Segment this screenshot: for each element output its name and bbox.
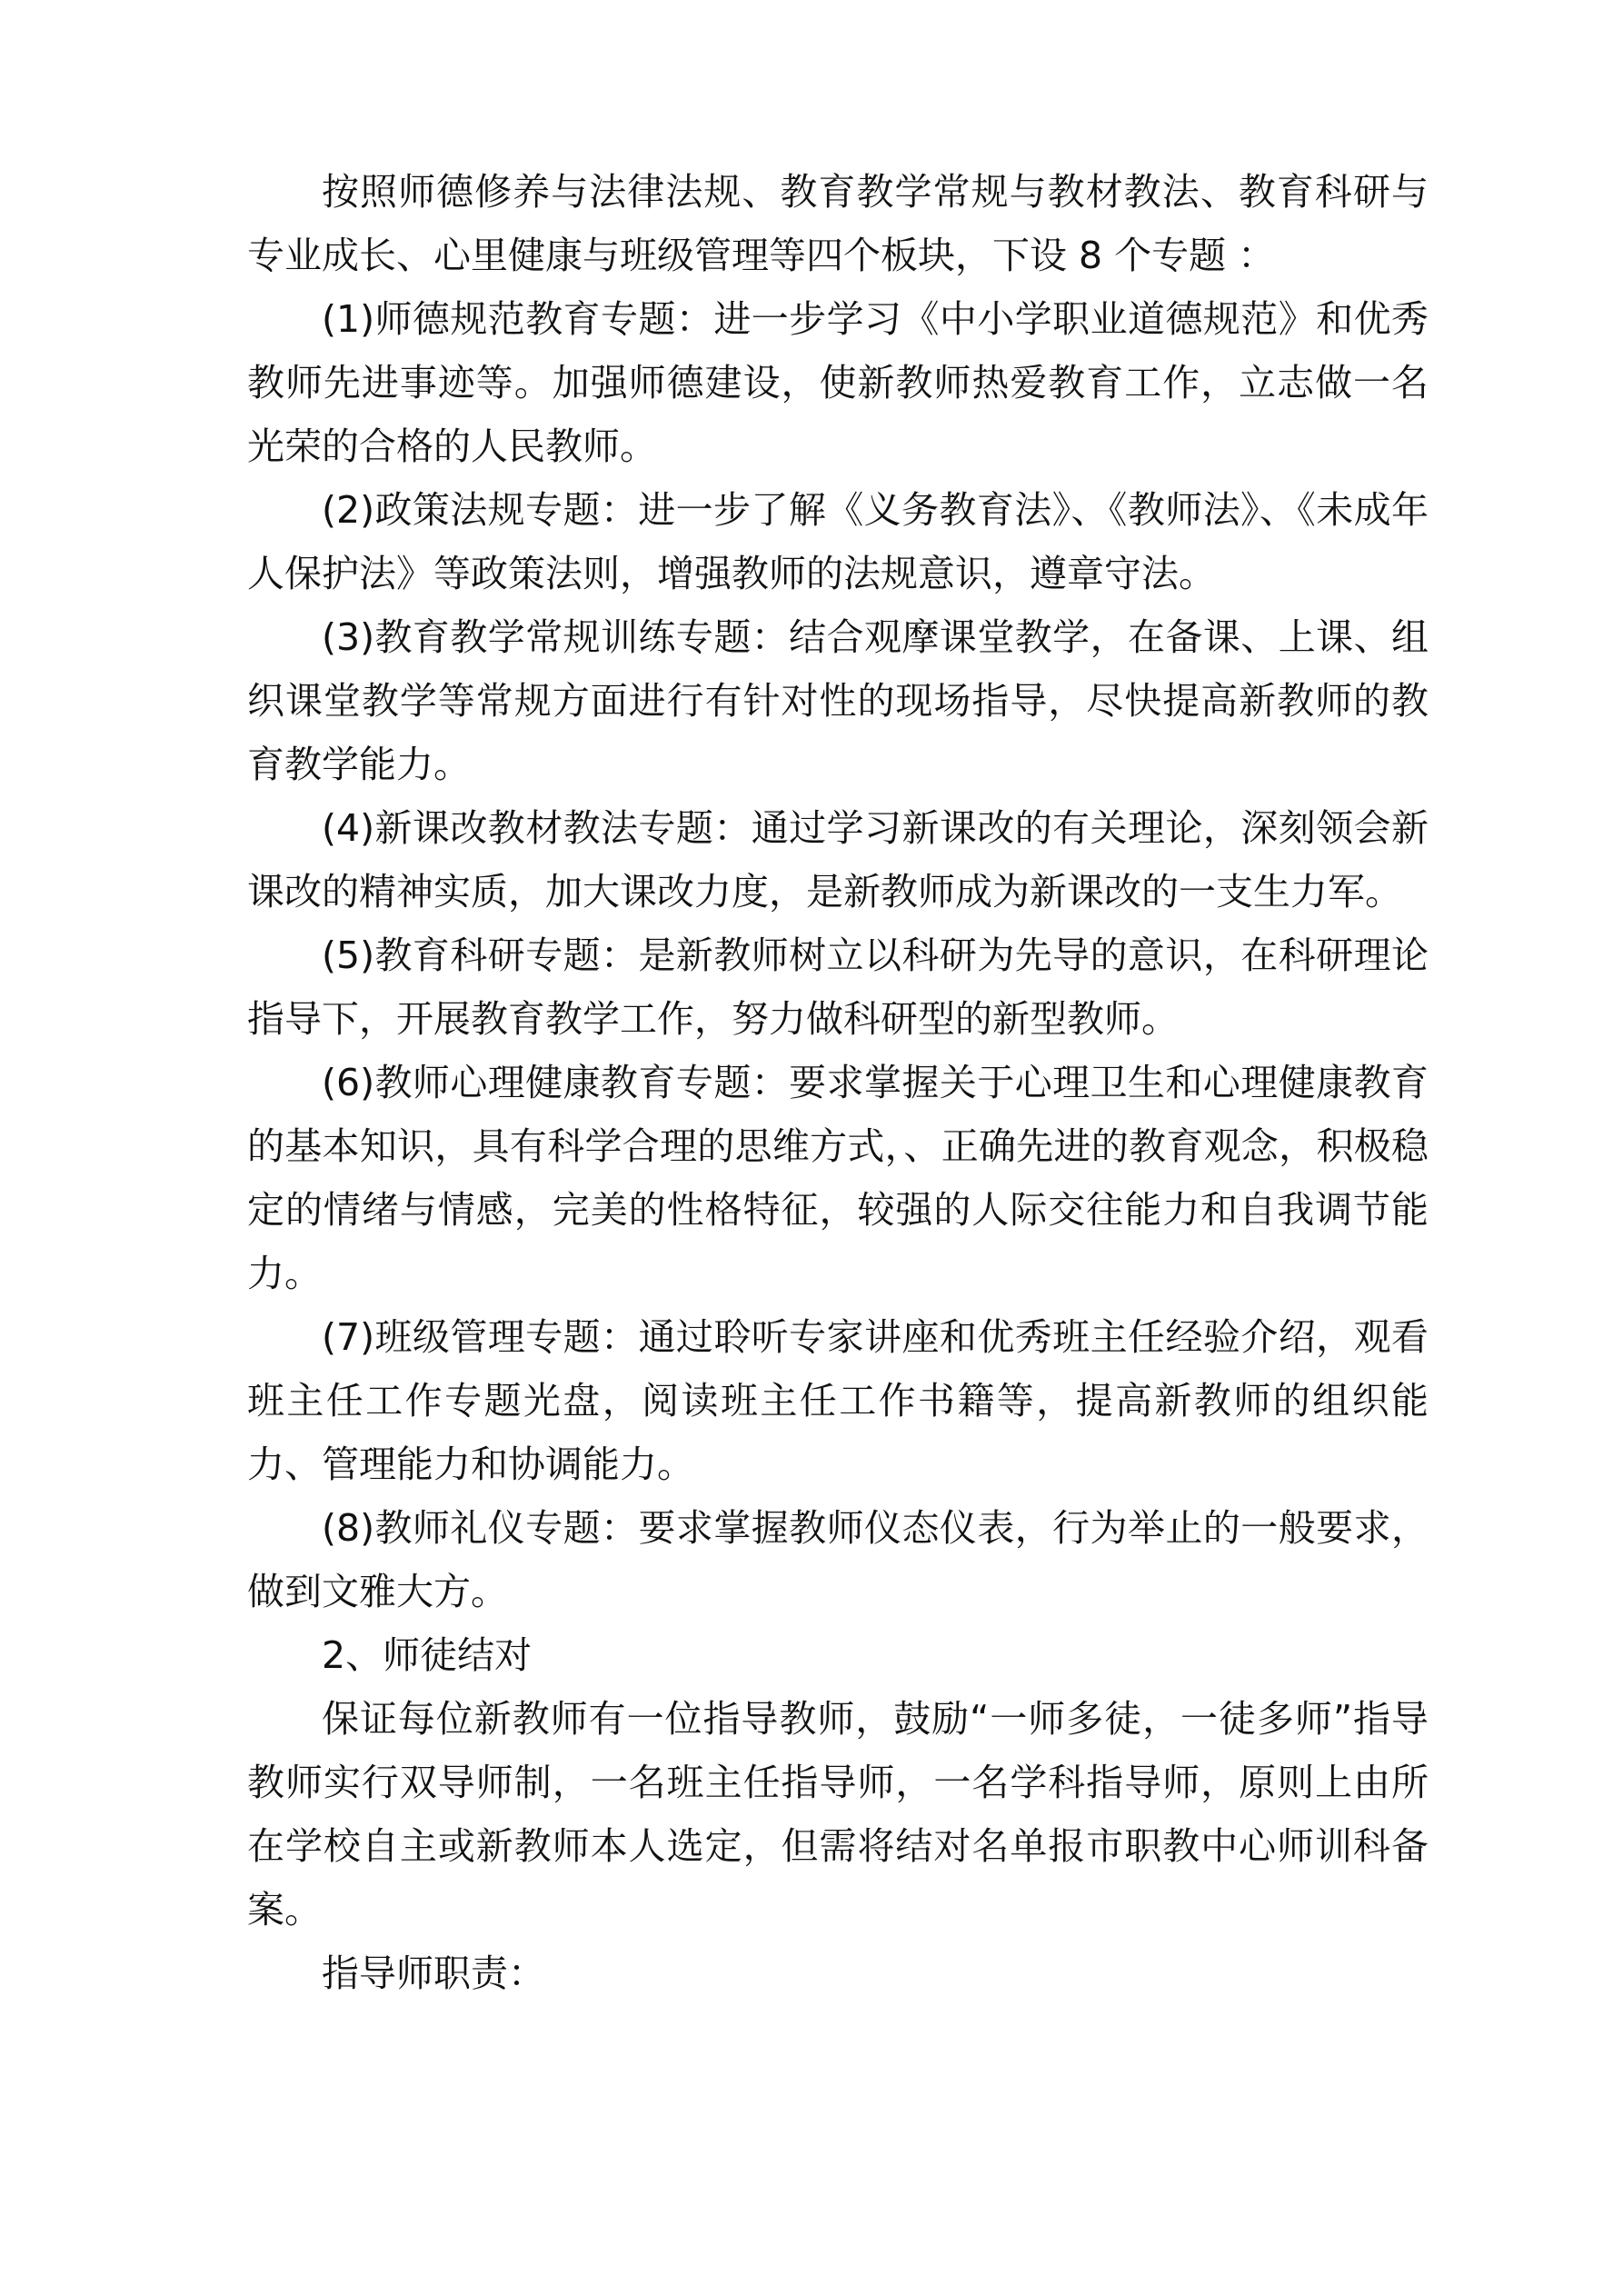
topic-3-teaching-routine: (3)教育教学常规训练专题：结合观摩课堂教学，在备课、上课、组织课堂教学等常规方面进行有针对性的现场指导，尽快提高新教师的教育教学能力。 — [247, 615, 1429, 786]
topic-2-policy: (2)政策法规专题：进一步了解《义务教育法》、《教师法》、《未成年人保护法》等政策法则，增强教师的法规意识，遵章守法。 — [247, 488, 1429, 595]
section-heading-mentoring: 2、师徒结对 — [322, 1633, 533, 1677]
topic-1-ethics: (1)师德规范教育专题：进一步学习《中小学职业道德规范》和优秀教师先进事迹等。加强师德建设，使新教师热爱教育工作，立志做一名光荣的合格的人民教师。 — [247, 297, 1429, 468]
topic-6-mental-health: (6)教师心理健康教育专题：要求掌握关于心理卫生和心理健康教育的基本知识，具有科学合理的思维方式，、正确先进的教育观念，积极稳定的情绪与情感，完美的性格特征，较强的人际交往能力和自我调节能力。 — [247, 1061, 1429, 1295]
mentor-duties-heading: 指导师职责： — [322, 1952, 545, 1995]
document-body — [247, 160, 1429, 2005]
topic-4-curriculum-reform: (4)新课改教材教法专题：通过学习新课改的有关理论，深刻领会新课改的精神实质，加大课改力度，是新教师成为新课改的一支生力军。 — [247, 806, 1429, 913]
topic-5-research: (5)教育科研专题：是新教师树立以科研为先导的意识，在科研理论指导下，开展教育教学工作，努力做科研型的新型教师。 — [247, 933, 1429, 1041]
intro-paragraph: 按照师德修养与法律法规、教育教学常规与教材教法、教育科研与专业成长、心里健康与班级管理等四个板块，下设 8 个专题 ： — [247, 170, 1429, 277]
topic-8-etiquette: (8)教师礼仪专题：要求掌握教师仪态仪表，行为举止的一般要求，做到文雅大方。 — [247, 1506, 1429, 1613]
mentoring-paragraph: 保证每位新教师有一位指导教师，鼓励“一师多徒，一徒多师”指导教师实行双导师制，一名班主任指导师，一名学科指导师，原则上由所在学校自主或新教师本人选定，但需将结对名单报市职教中心师训科备案。 — [247, 1697, 1429, 1932]
topic-7-class-management: (7)班级管理专题：通过聆听专家讲座和优秀班主任经验介绍，观看班主任工作专题光盘，阅读班主任工作书籍等，提高新教师的组织能力、管理能力和协调能力。 — [247, 1315, 1429, 1486]
